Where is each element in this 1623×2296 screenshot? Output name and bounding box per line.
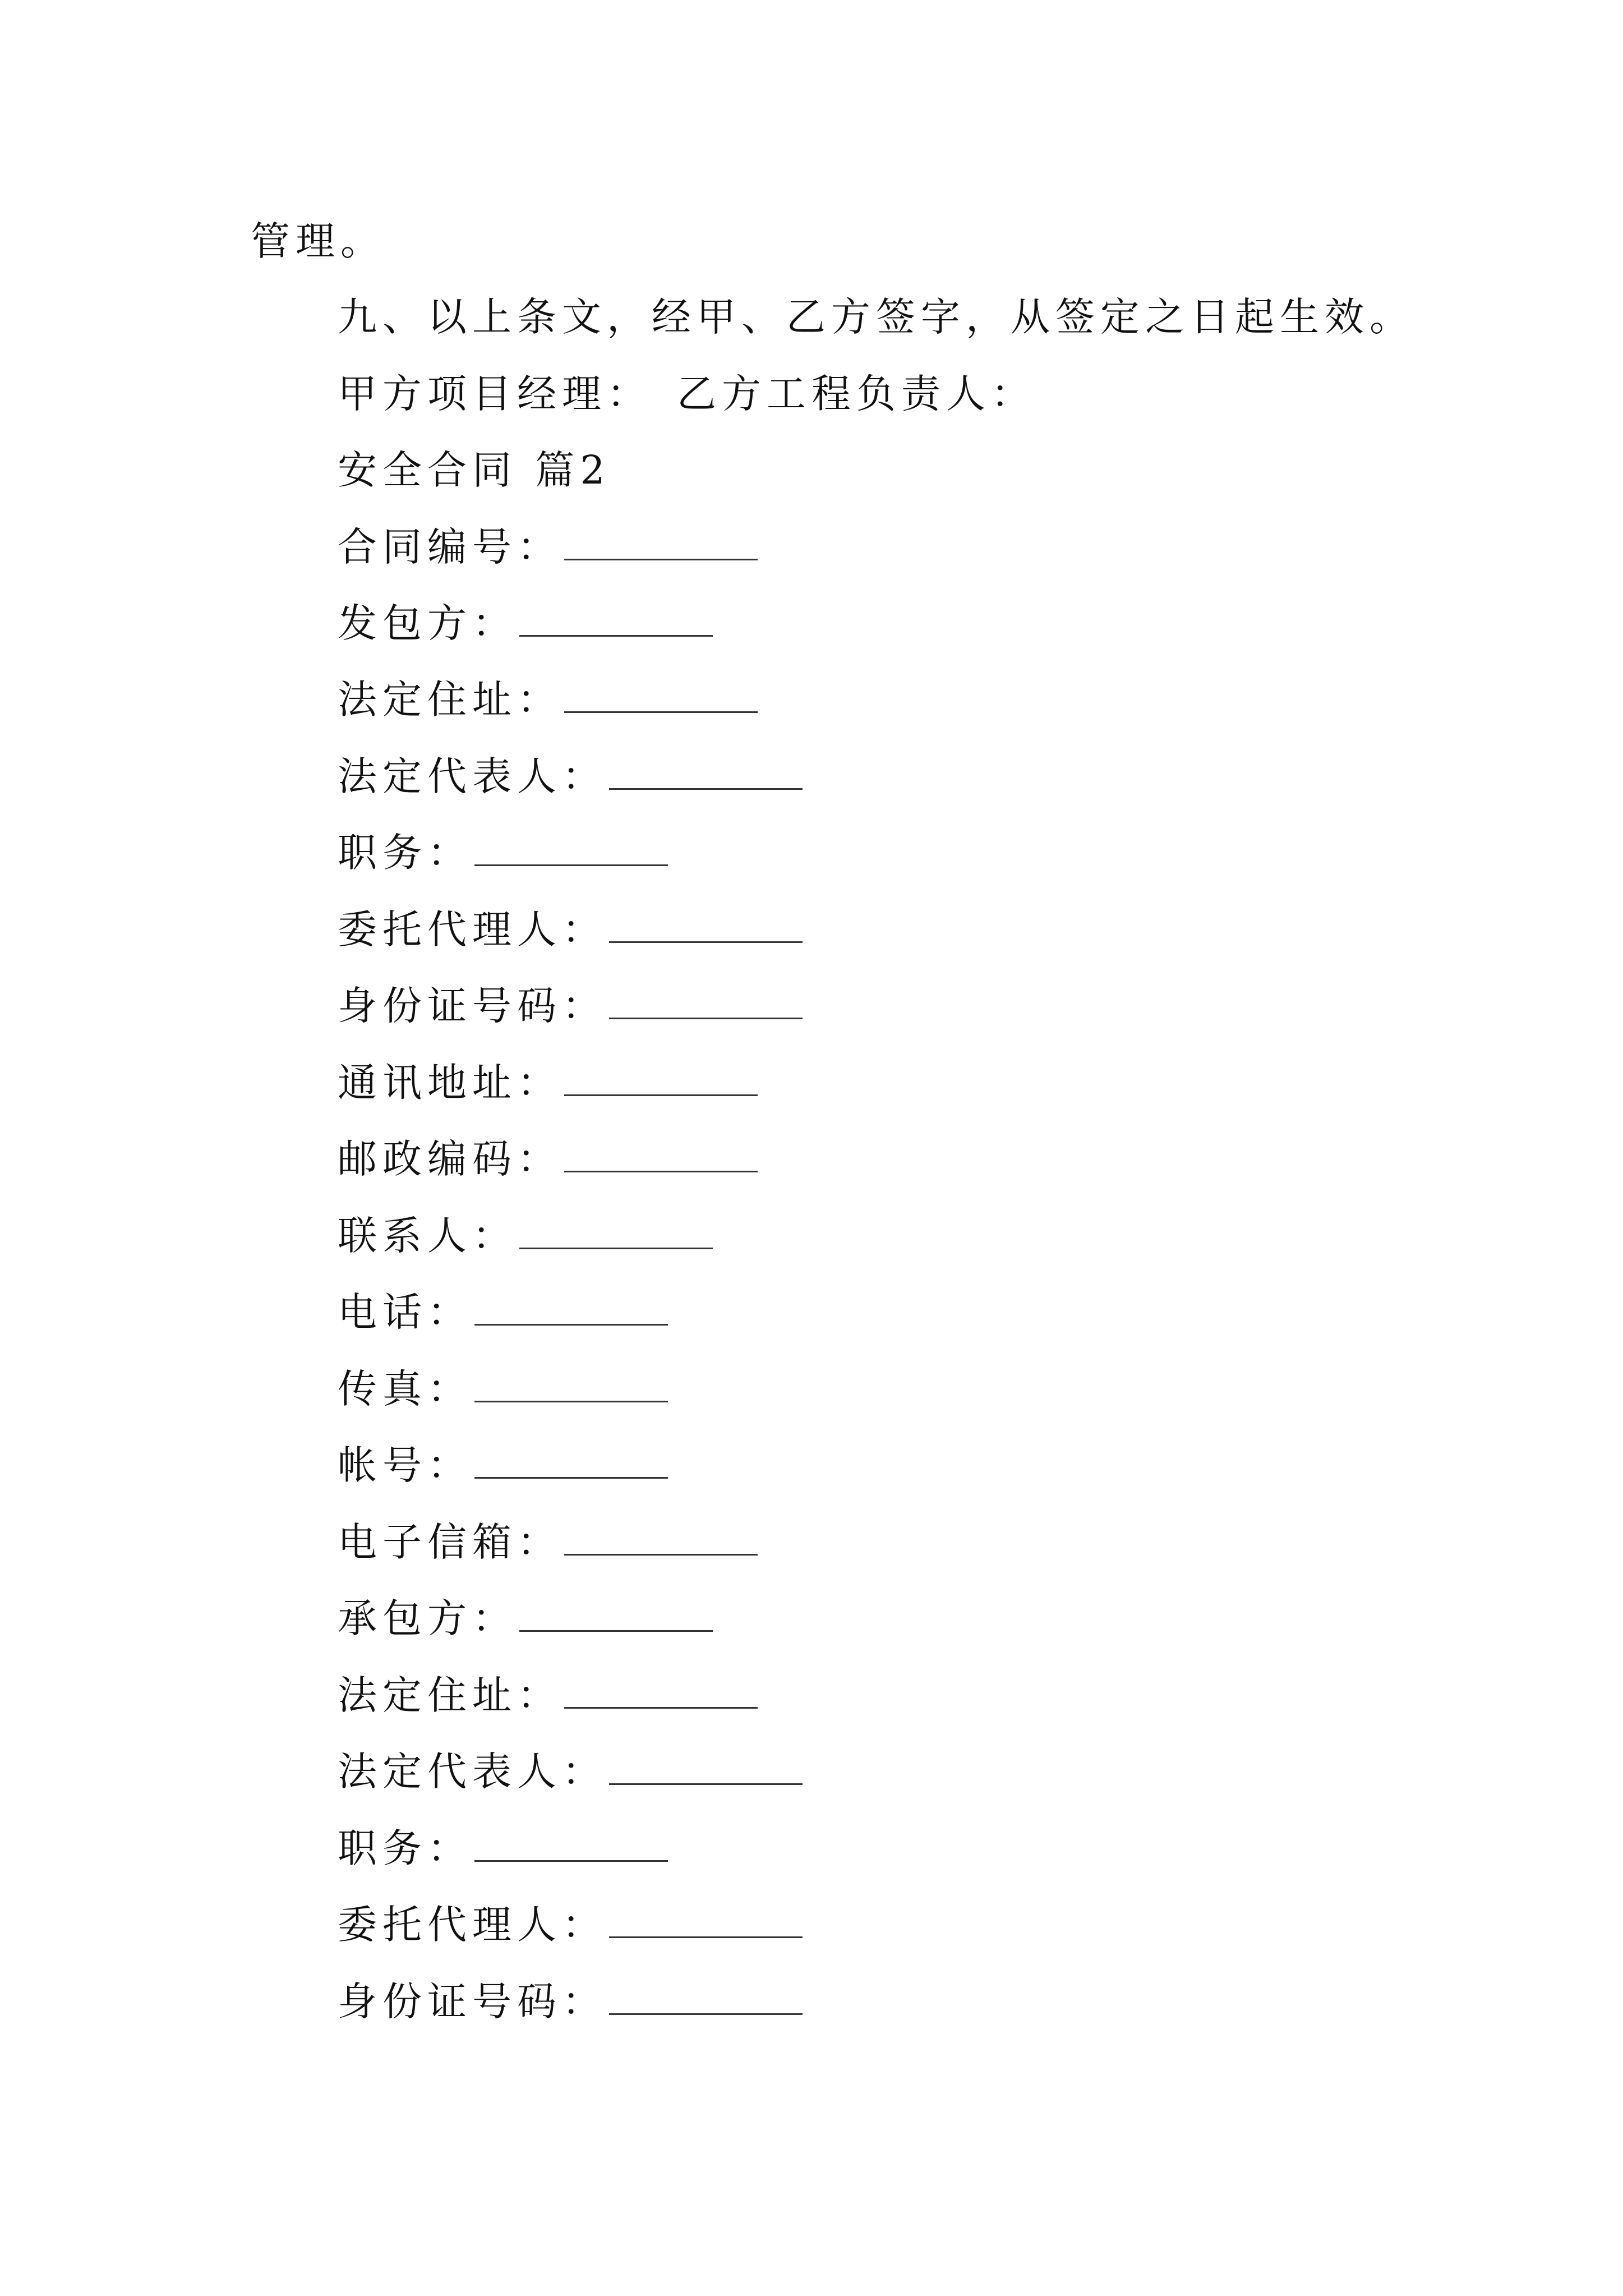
field-label: 承包方： <box>338 1595 517 1641</box>
field-line <box>338 522 758 572</box>
fill-blank[interactable] <box>474 1826 668 1862</box>
field-label: 法定住址： <box>338 677 562 723</box>
field-line <box>338 1211 713 1261</box>
field-line <box>338 1057 758 1108</box>
field-line <box>338 1899 803 1950</box>
field-label: 联系人： <box>338 1213 517 1259</box>
field-line <box>338 1823 668 1874</box>
fill-blank[interactable] <box>564 1520 758 1556</box>
clause-nine: 九、以上条文，经甲、乙方签字，从签定之日起生效。 <box>338 294 1414 340</box>
field-label: 法定代表人： <box>338 1749 607 1795</box>
field-label: 传真： <box>338 1366 472 1412</box>
field-label: 合同编号： <box>338 524 562 570</box>
field-line <box>338 1364 668 1414</box>
field-line <box>338 1976 803 2027</box>
field-line <box>338 1440 668 1490</box>
fill-blank[interactable] <box>609 754 803 790</box>
fill-blank[interactable] <box>609 984 803 1019</box>
continuation-text: 管理。 <box>251 218 385 264</box>
fill-blank[interactable] <box>564 1061 758 1096</box>
field-label: 职务： <box>338 1825 472 1871</box>
field-line <box>338 1517 758 1567</box>
field-label: 委托代理人： <box>338 1902 607 1948</box>
field-line <box>338 751 803 802</box>
field-label: 发包方： <box>338 600 517 646</box>
field-label: 帐号： <box>338 1442 472 1488</box>
field-line <box>338 1134 758 1184</box>
field-label: 电子信箱： <box>338 1519 562 1565</box>
fill-blank[interactable] <box>519 1596 713 1632</box>
field-label: 法定住址： <box>338 1672 562 1718</box>
field-line <box>338 674 758 725</box>
field-label: 电话： <box>338 1289 472 1335</box>
fill-blank[interactable] <box>564 1673 758 1709</box>
field-label: 通讯地址： <box>338 1060 562 1106</box>
fill-blank[interactable] <box>564 678 758 713</box>
field-label: 身份证号码： <box>338 1978 607 2024</box>
fill-blank[interactable] <box>609 1980 803 2015</box>
field-label: 委托代理人： <box>338 907 607 953</box>
field-line <box>338 981 803 1031</box>
fill-blank[interactable] <box>519 1214 713 1249</box>
field-line <box>338 1287 668 1337</box>
fill-blank[interactable] <box>564 525 758 560</box>
field-label: 邮政编码： <box>338 1136 562 1182</box>
field-line <box>338 827 668 878</box>
fill-blank[interactable] <box>474 1443 668 1479</box>
field-line <box>338 598 713 648</box>
fill-blank[interactable] <box>474 831 668 866</box>
field-label: 职务： <box>338 830 472 876</box>
fill-blank[interactable] <box>519 601 713 637</box>
signature-line: 甲方项目经理： 乙方工程负责人： <box>338 371 1036 417</box>
field-line <box>338 904 803 955</box>
field-label: 法定代表人： <box>338 753 607 799</box>
fill-blank[interactable] <box>609 908 803 943</box>
fill-blank[interactable] <box>564 1137 758 1172</box>
field-line <box>338 1670 758 1720</box>
fill-blank[interactable] <box>474 1367 668 1402</box>
fill-blank[interactable] <box>474 1290 668 1326</box>
field-line <box>338 1593 713 1644</box>
fill-blank[interactable] <box>609 1903 803 1938</box>
section-title: 安全合同 篇2 <box>338 447 611 493</box>
field-line <box>338 1746 803 1797</box>
fill-blank[interactable] <box>609 1750 803 1785</box>
field-label: 身份证号码： <box>338 983 607 1029</box>
